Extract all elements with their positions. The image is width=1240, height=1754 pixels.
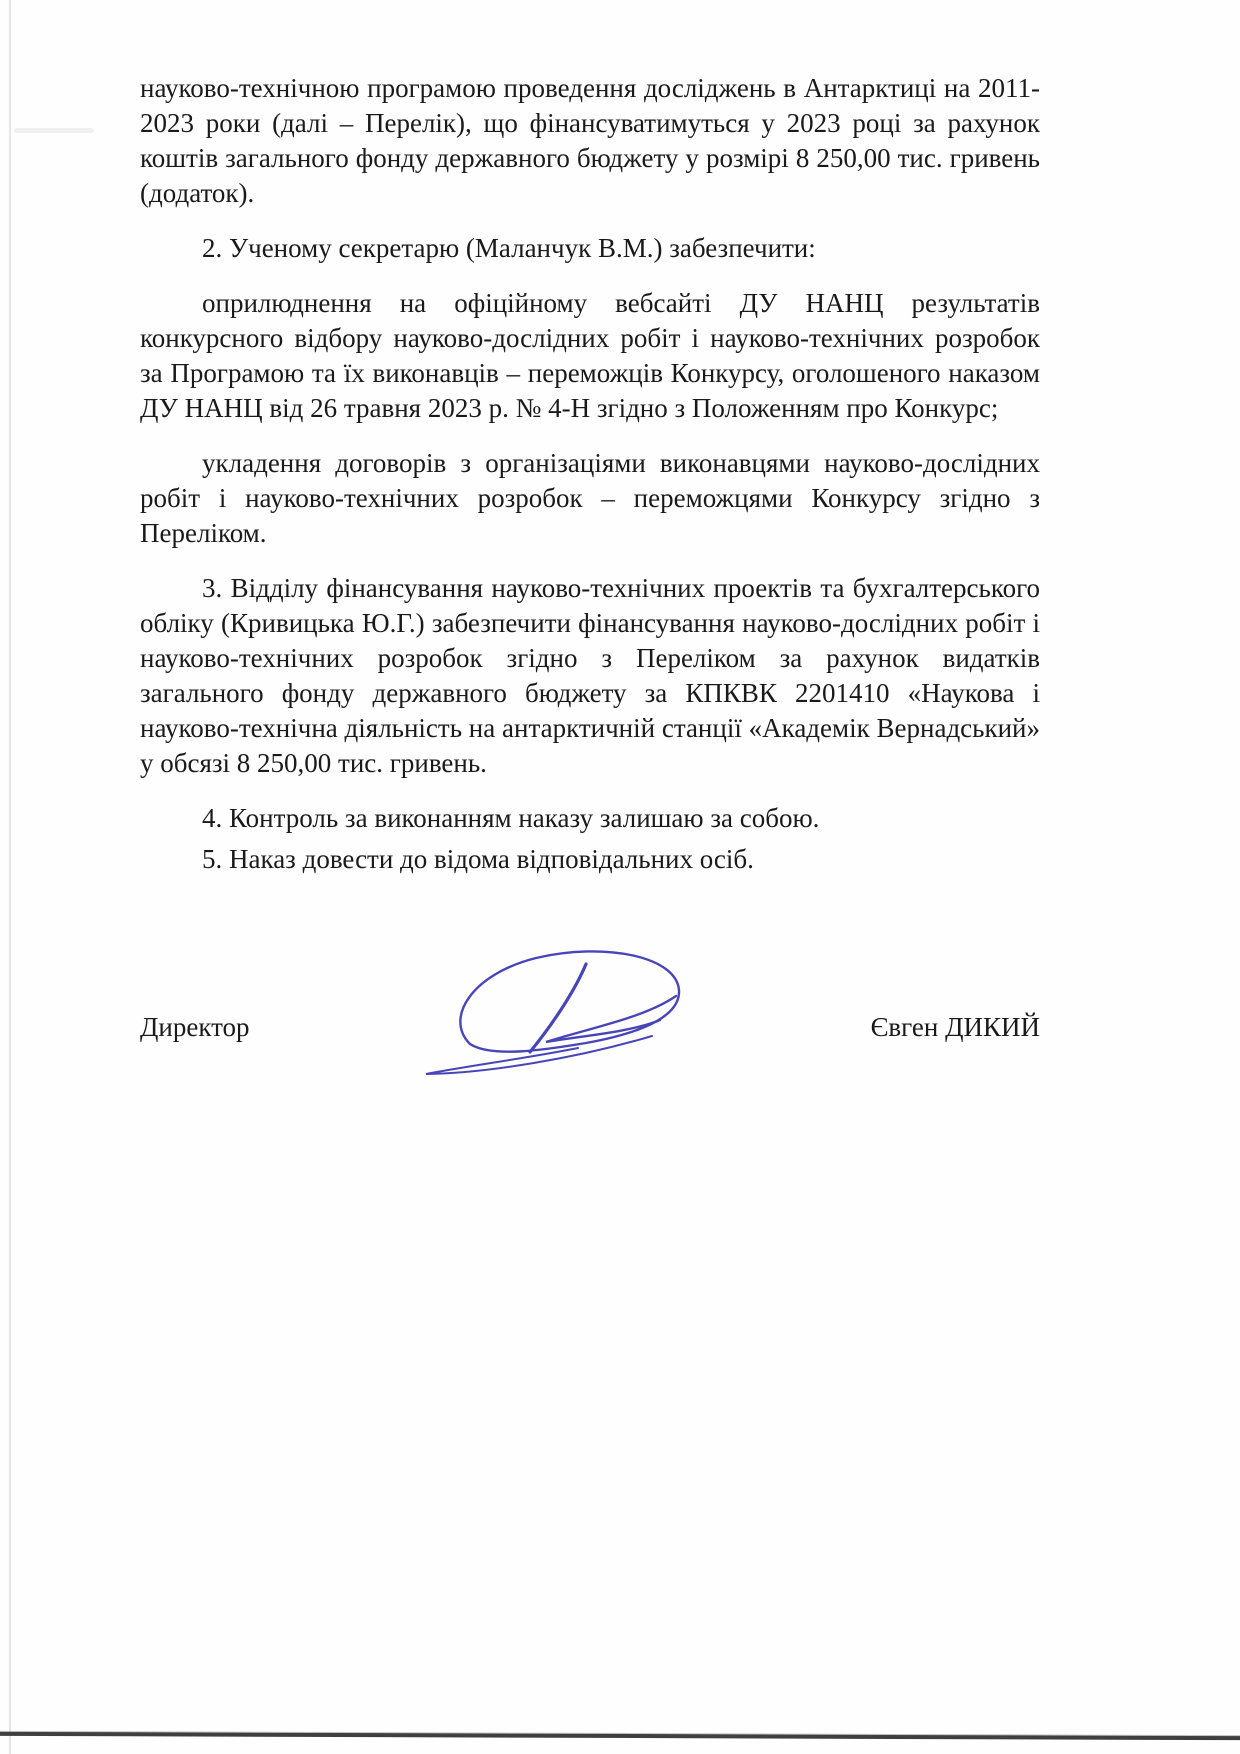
body-paragraph: 3. Відділу фінансування науково-технічних проектів та бухгалтерського обліку (Кривицька Ю.Г.) забезпечити фінансування науково-дослідних робіт і науково-технічних розробок згідно з Переліком за рахунок видатків загального фонду державного бюджету за КПКВК 2201410 «Наукова і науково-технічна діяльність на антарктичній станції «Академік Вернадський» у обсязі 8 250,00 тис. гривень. [140,573,1040,778]
body-paragraph: 2. Ученому секретарю (Маланчук В.М.) забезпечити: [202,233,816,263]
body-paragraph: 4. Контроль за виконанням наказу залишаю за собою. [202,803,820,833]
body-paragraph: науково-технічною програмою проведення досліджень в Антарктиці на 2011-2023 роки (далі – Перелік), що фінансуватимуться у 2023 році за рахунок коштів загального фонду державного бюджету у розмірі 8 250,00 тис. гривень (додаток). [140,73,1040,208]
body-paragraph: укладення договорів з організаціями виконавцями науково-дослідних робіт і науково-технічних розробок – переможцями Конкурсу згідно з Переліком. [140,448,1040,548]
scan-bottom-edge-line [0,1732,1240,1740]
signer-role: Директор [140,1012,250,1042]
signer-name: Євген ДИКИЙ [870,1012,1040,1042]
body-paragraph: 5. Наказ довести до відома відповідальних осіб. [202,844,754,874]
scan-smudge-artifact [14,128,94,133]
signature-block [140,1010,1040,1045]
scan-edge-artifact [9,0,11,1754]
body-paragraph: оприлюднення на офіційному вебсайті ДУ НАНЦ результатів конкурсного відбору науково-дослідних робіт і науково-технічних розробок за Програмою та їх виконавців – переможців Конкурсу, оголошеного наказом ДУ НАНЦ від 26 травня 2023 р. № 4-Н згідно з Положенням про Конкурс; [140,288,1040,423]
document-body [140,71,1040,897]
